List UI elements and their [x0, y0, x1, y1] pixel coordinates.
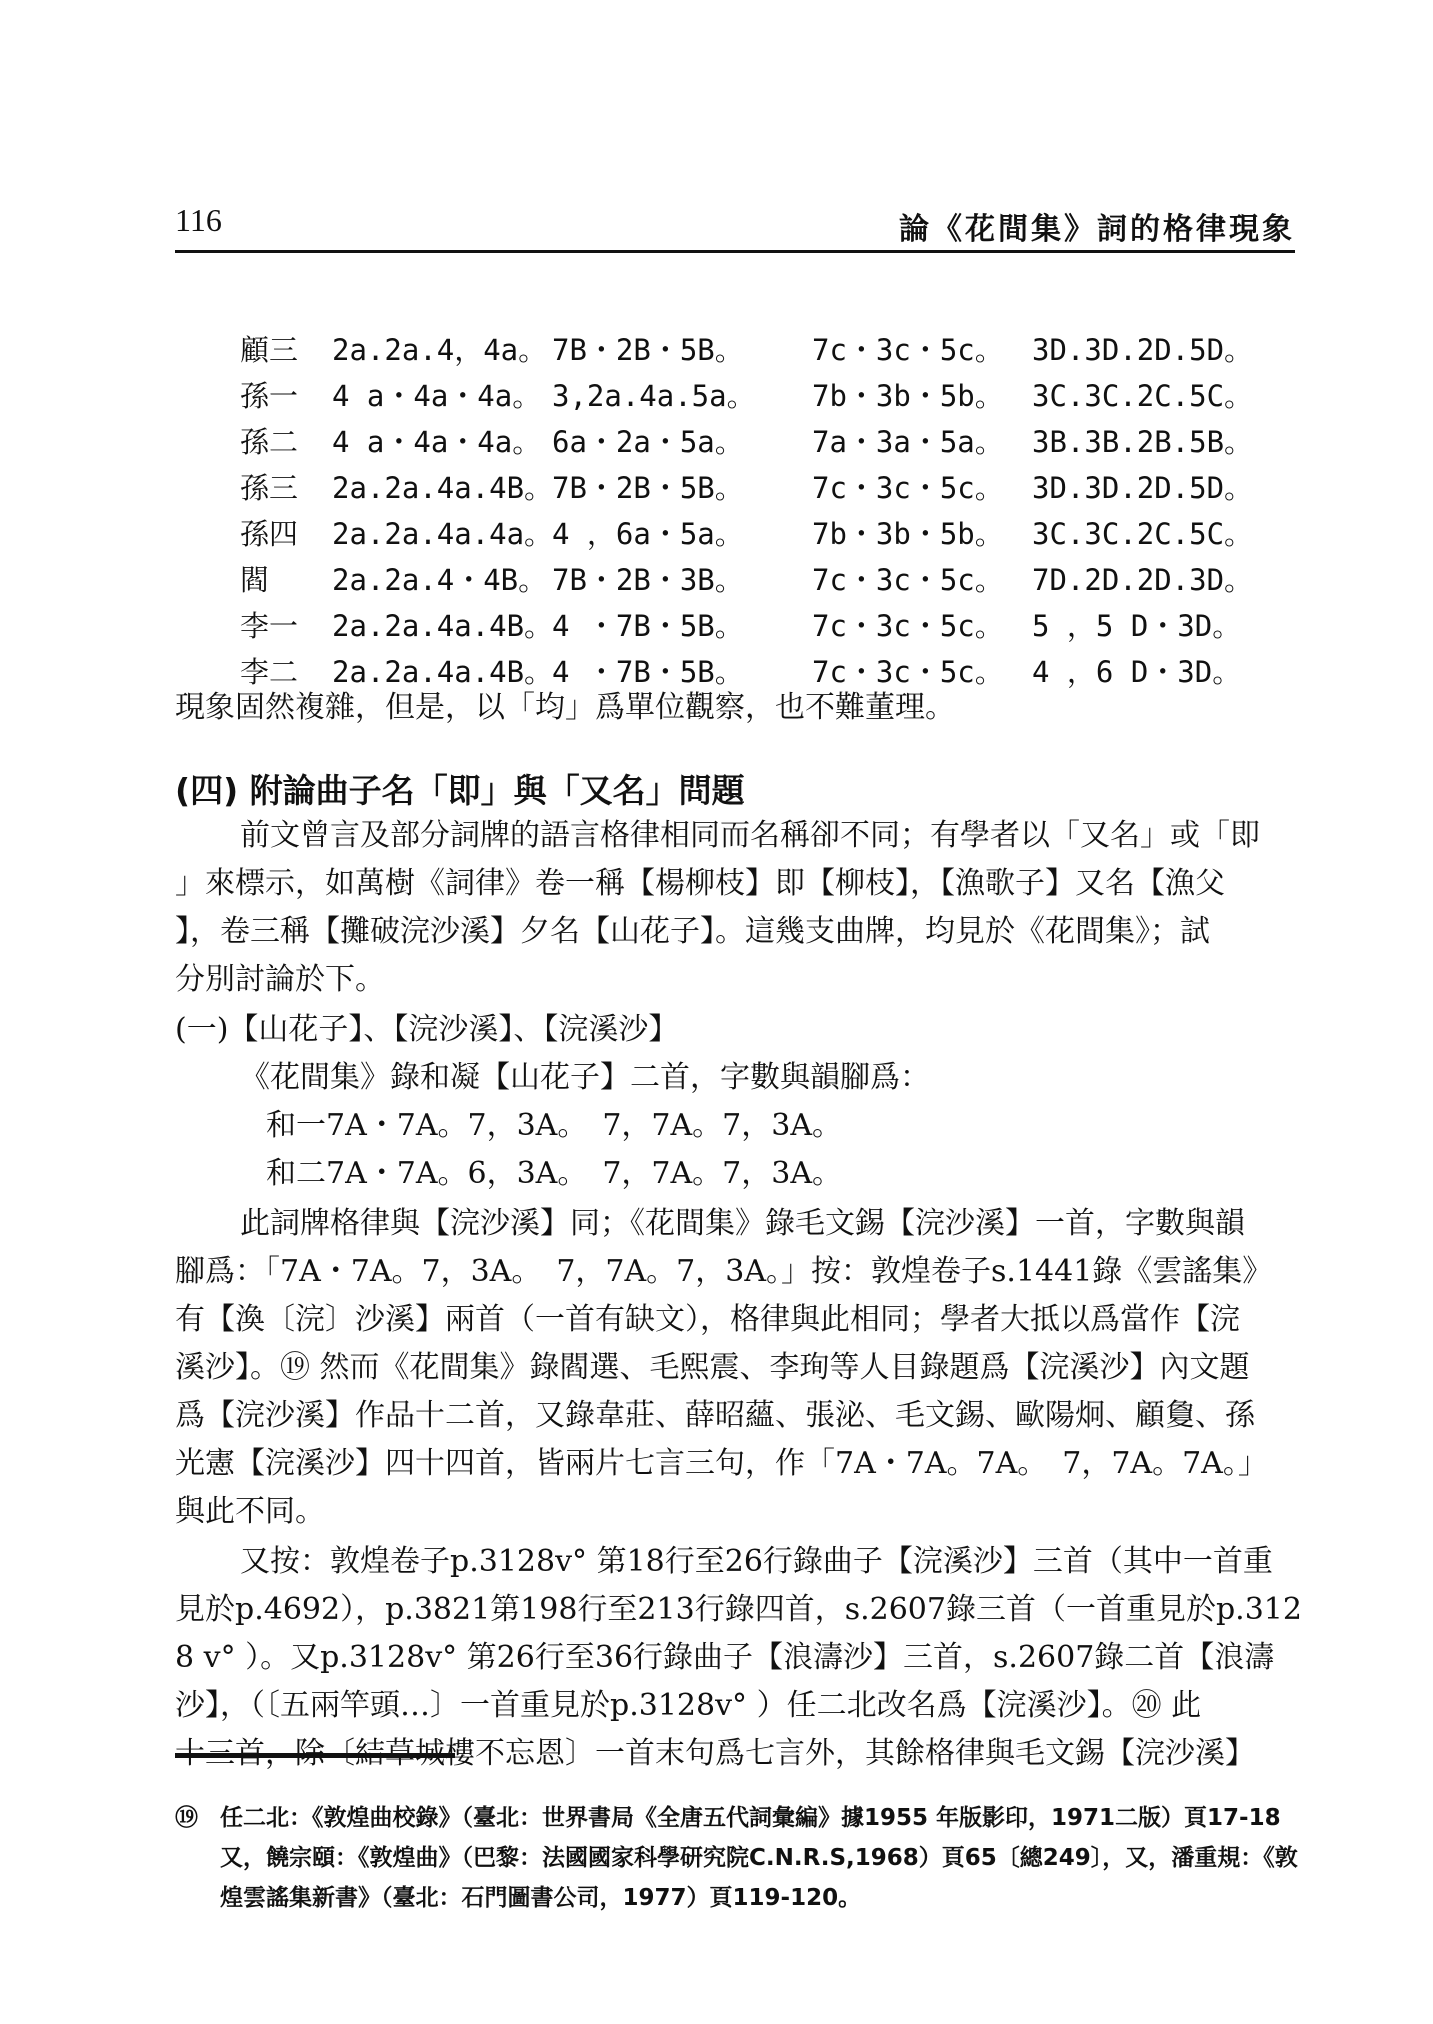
table-cell: 6a・2a・5a。 [552, 425, 744, 459]
row-label: 李二 [240, 655, 299, 689]
table-cell: 4 a・4a・4a。 [332, 379, 542, 413]
after-table-text: 現象固然複雜，但是，以「均」爲單位觀察，也不難董理。 [175, 690, 955, 725]
para3-line: 光憲【浣溪沙】四十四首，皆兩片七言三句，作「7A・7A。7A。 7，7A。7A。」 [175, 1446, 1268, 1481]
table-row [240, 420, 1300, 466]
row-label: 孫一 [240, 379, 299, 413]
table-cell: 7B・2B・5B。 [552, 471, 744, 505]
table-cell: 7c・3c・5c。 [812, 471, 1004, 505]
table-cell: 7b・3b・5b。 [812, 379, 1004, 413]
para1-line: 分別討論於下。 [175, 962, 385, 997]
para4-line: 見於p.4692），p.3821第198行至213行錄四首，s.2607錄三首（一首重見於p.312 [175, 1592, 1302, 1627]
table-cell: 4 ・7B・5B。 [552, 655, 744, 689]
table-cell: 7B・2B・5B。 [552, 333, 744, 367]
para2: 《花間集》錄和凝【山花子】二首，字數與韻腳爲： [240, 1060, 930, 1095]
running-title: 論《花間集》詞的格律現象 [899, 212, 1295, 247]
para4-line: 又按：敦煌卷子p.3128v° 第18行至26行錄曲子【浣溪沙】三首（其中一首重 [240, 1544, 1273, 1579]
header-rule [175, 250, 1295, 253]
table-cell: 4 ，6a・5a。 [552, 517, 744, 551]
para4-line: 十三首，除〔結草城樓不忘恩〕一首末句爲七言外，其餘格律與毛文錫【浣沙溪】 [175, 1736, 1255, 1771]
footnote-rule [175, 1753, 455, 1758]
para3-line: 爲【浣沙溪】作品十二首，又錄韋莊、薛昭蘊、張泌、毛文錫、歐陽炯、顧敻、孫 [175, 1398, 1255, 1433]
row-label: 孫四 [240, 517, 299, 551]
table-cell: 3C.3C.2C.5C。 [1032, 517, 1254, 551]
table-cell: 2a.2a.4・4B。 [332, 563, 548, 597]
row-label: 閻 [240, 563, 270, 597]
page-number: 116 [175, 202, 222, 238]
table-cell: 7D.2D.2D.3D。 [1032, 563, 1254, 597]
table-cell: 3D.3D.2D.5D。 [1032, 333, 1254, 367]
meter-table [240, 328, 1300, 696]
table-cell: 5 ，5 D・3D。 [1032, 609, 1242, 643]
table-cell: 4 a・4a・4a。 [332, 425, 542, 459]
para4-line: 沙】，（〔五兩竿頭…〕一首重見於p.3128v° ）任二北改名爲【浣溪沙】。⑳ 此 [175, 1688, 1202, 1723]
formula-line: 和二7A・7A。6，3A。 7，7A。7，3A。 [266, 1156, 843, 1191]
para1-line: 前文曾言及部分詞牌的語言格律相同而名稱卻不同；有學者以「又名」或「即 [240, 818, 1260, 853]
para1-line: 】，卷三稱【攤破浣沙溪】夕名【山花子】。這幾支曲牌，均見於《花間集》；試 [175, 914, 1210, 949]
row-label: 顧三 [240, 333, 299, 367]
table-cell: 7c・3c・5c。 [812, 333, 1004, 367]
para3-line: 有【渙〔浣〕沙溪】兩首（一首有缺文），格律與此相同；學者大抵以爲當作【浣 [175, 1302, 1240, 1337]
table-cell: 7b・3b・5b。 [812, 517, 1004, 551]
table-cell: 4 ，6 D・3D。 [1032, 655, 1242, 689]
table-row [240, 512, 1300, 558]
table-cell: 2a.2a.4a.4B。 [332, 655, 554, 689]
para3-line: 溪沙】。⑲ 然而《花間集》錄閻選、毛熙震、李珣等人目錄題爲【浣溪沙】內文題 [175, 1350, 1250, 1385]
table-cell: 7B・2B・3B。 [552, 563, 744, 597]
table-cell: 7c・3c・5c。 [812, 609, 1004, 643]
table-cell: 2a.2a.4，4a。 [332, 333, 548, 367]
table-cell: 7c・3c・5c。 [812, 563, 1004, 597]
table-cell: 3D.3D.2D.5D。 [1032, 471, 1254, 505]
para1-line: 」來標示，如萬樹《詞律》卷一稱【楊柳枝】即【柳枝】，【漁歌子】又名【漁父 [175, 866, 1225, 901]
section-heading: (四) 附論曲子名「即」與「又名」問題 [175, 771, 745, 810]
para4-line: 8 v° ）。又p.3128v° 第26行至36行錄曲子【浪濤沙】三首，s.2607錄二首【浪濤 [175, 1640, 1275, 1675]
table-cell: 4 ・7B・5B。 [552, 609, 744, 643]
formula-line: 和一7A・7A。7，3A。 7，7A。7，3A。 [266, 1108, 843, 1143]
footnote-line: 任二北：《敦煌曲校錄》（臺北：世界書局《全唐五代詞彙編》據1955 年版影印，1971二版）頁17-18 [220, 1805, 1281, 1831]
footnote-line: 煌雲謠集新書》（臺北：石門圖書公司，1977）頁119-120。 [220, 1885, 862, 1911]
row-label: 孫二 [240, 425, 299, 459]
para3-line: 此詞牌格律與【浣沙溪】同；《花間集》錄毛文錫【浣沙溪】一首，字數與韻 [240, 1206, 1245, 1241]
footnote-line: 又，饒宗頤：《敦煌曲》（巴黎：法國國家科學研究院C.N.R.S,1968）頁65〔總249〕，又，潘重規：《敦 [220, 1845, 1298, 1871]
table-row [240, 604, 1300, 650]
table-row [240, 466, 1300, 512]
para3-line: 腳爲：「7A・7A。7，3A。 7，7A。7，3A。」按：敦煌卷子s.1441錄《雲謠集》 [175, 1254, 1273, 1289]
table-cell: 3C.3C.2C.5C。 [1032, 379, 1254, 413]
footnote-mark: ⑲ [175, 1805, 198, 1831]
row-label: 李一 [240, 609, 299, 643]
table-cell: 7a・3a・5a。 [812, 425, 1004, 459]
table-cell: 7c・3c・5c。 [812, 655, 1004, 689]
sub-heading: (一)【山花子】、【浣沙溪】、【浣溪沙】 [175, 1012, 679, 1047]
table-cell: 2a.2a.4a.4a。 [332, 517, 554, 551]
table-cell: 3,2a.4a.5a。 [552, 379, 756, 413]
table-cell: 2a.2a.4a.4B。 [332, 471, 554, 505]
table-cell: 2a.2a.4a.4B。 [332, 609, 554, 643]
row-label: 孫三 [240, 471, 299, 505]
table-row [240, 558, 1300, 604]
table-row [240, 374, 1300, 420]
page-header [175, 202, 1295, 250]
para3-line: 與此不同。 [175, 1494, 325, 1529]
table-row [240, 328, 1300, 374]
table-cell: 3B.3B.2B.5B。 [1032, 425, 1254, 459]
